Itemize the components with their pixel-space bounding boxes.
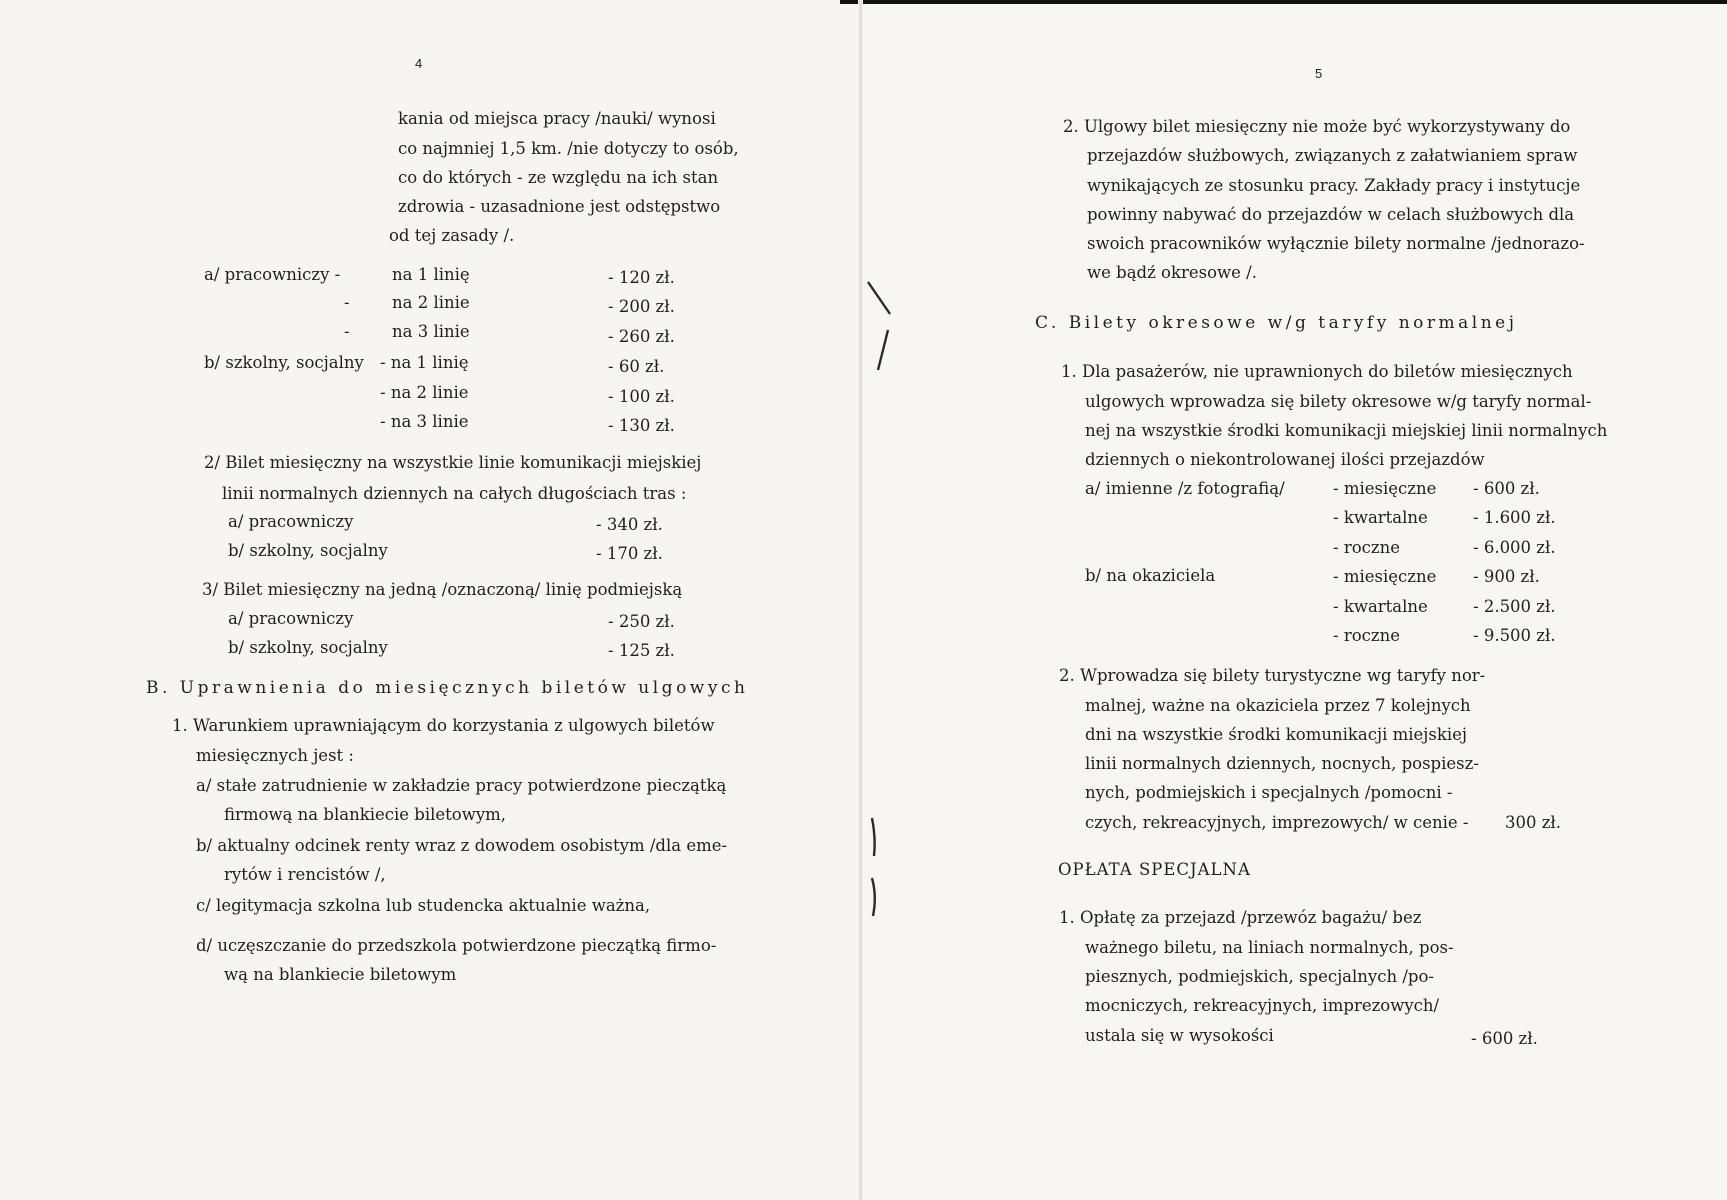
dash: - [344,293,350,312]
section-line: a/ stałe zatrudnienie w zakładzie pracy potwierdzone pieczątką [196,776,727,795]
item-line: nych, podmiejskich i specjalnych /pomocni - [1085,783,1453,802]
item-line: ważnego biletu, na liniach normalnych, pos- [1085,938,1454,957]
item-line: linii normalnych dziennych na całych długościach tras : [222,484,687,503]
fare-line: na 3 linie [392,322,470,341]
section-line: c/ legitymacja szkolna lub studencka aktualnie ważna, [196,896,651,915]
item-line: nej na wszystkie środki komunikacji miejskiej linii normalnych [1085,421,1608,440]
item-line: przejazdów służbowych, związanych z załatwianiem spraw [1087,146,1578,165]
section-line: wą na blankiecie biletowym [224,965,457,984]
fare-line: na 2 linie [392,293,470,312]
section-line: rytów i rencistów /, [224,865,386,884]
special-heading: OPŁATA SPECJALNA [1058,860,1251,879]
fare-label: a/ pracowniczy [228,512,354,531]
scan-edge [840,0,1727,4]
item-line: powinny nabywać do przejazdów w celach służbowych dla [1087,205,1575,224]
page-gutter [858,0,863,1200]
section-line: b/ aktualny odcinek renty wraz z dowodem osobistym /dla eme- [196,836,728,855]
section-line: firmową na blankiecie biletowym, [224,805,507,824]
category-label: b/ na okaziciela [1085,566,1216,585]
ticket-price: - 1.600 zł. [1473,508,1556,527]
tourist-price: 300 zł. [1505,813,1562,832]
item-line: 2/ Bilet miesięczny na wszystkie linie komunikacji miejskiej [204,453,702,472]
item-line: linii normalnych dziennych, nocnych, pospiesz- [1085,754,1479,773]
page-number: 4 [415,56,423,71]
ticket-price: - 9.500 zł. [1473,626,1556,645]
fare-line: na 1 linię [392,265,470,284]
item-line: dziennych o niekontrolowanej ilości przejazdów [1085,450,1485,469]
fare-price: - 260 zł. [608,327,675,346]
left-page [0,0,863,1200]
ticket-period: - miesięczne [1333,479,1437,498]
fare-line: - na 1 linię [380,353,469,372]
item-line: 1. Opłatę za przejazd /przewóz bagażu/ bez [1059,908,1422,927]
page-number: 5 [1315,66,1323,81]
item-line: dni na wszystkie środki komunikacji miejskiej [1085,725,1468,744]
special-price: - 600 zł. [1471,1029,1538,1048]
category-label: a/ imienne /z fotografią/ [1085,479,1285,498]
ticket-period: - roczne [1333,626,1400,645]
section-line: 1. Warunkiem uprawniającym do korzystania z ulgowych biletów [172,716,715,735]
item-line: wynikających ze stosunku pracy. Zakłady pracy i instytucje [1087,176,1581,195]
ticket-price: - 2.500 zł. [1473,597,1556,616]
ticket-price: - 6.000 zł. [1473,538,1556,557]
item-line: 2. Ulgowy bilet miesięczny nie może być wykorzystywany do [1063,117,1571,136]
fare-price: - 60 zł. [608,357,665,376]
section-line: miesięcznych jest : [196,746,354,765]
item-line: swoich pracowników wyłącznie bilety normalne /jednorazo- [1087,234,1585,253]
item-line: 3/ Bilet miesięczny na jedną /oznaczoną/ linię podmiejską [202,580,683,599]
fare-price: - 340 zł. [596,515,663,534]
fare-price: - 200 zł. [608,297,675,316]
fare-price: - 170 zł. [596,544,663,563]
dash: - [344,322,350,341]
intro-line: od tej zasady /. [389,226,515,245]
right-page [863,0,1727,1200]
fare-price: - 250 zł. [608,612,675,631]
fare-label: b/ szkolny, socjalny [228,638,388,657]
intro-line: co do których - ze względu na ich stan [398,168,719,187]
item-line: piesznych, podmiejskich, specjalnych /po- [1085,967,1434,986]
item-line: we bądź okresowe /. [1087,263,1257,282]
margin-mark-icon [862,810,892,920]
category-label: b/ szkolny, socjalny [204,353,364,372]
fare-label: a/ pracowniczy [228,609,354,628]
item-line: malnej, ważne na okaziciela przez 7 kolejnych [1085,696,1471,715]
item-line: 1. Dla pasażerów, nie uprawnionych do biletów miesięcznych [1061,362,1573,381]
margin-mark-icon [860,270,900,380]
item-line: czych, rekreacyjnych, imprezowych/ w cenie - [1085,813,1469,832]
intro-line: co najmniej 1,5 km. /nie dotyczy to osób, [398,139,739,158]
fare-price: - 100 zł. [608,387,675,406]
ticket-price: - 900 zł. [1473,567,1540,586]
section-line: d/ uczęszczanie do przedszkola potwierdzone pieczątką firmo- [196,936,717,955]
item-line: ulgowych wprowadza się bilety okresowe w/g taryfy normal- [1085,392,1592,411]
intro-line: kania od miejsca pracy /nauki/ wynosi [398,109,716,128]
fare-label: b/ szkolny, socjalny [228,541,388,560]
fare-price: - 130 zł. [608,416,675,435]
ticket-period: - roczne [1333,538,1400,557]
item-line: ustala się w wysokości [1085,1026,1274,1045]
fare-price: - 125 zł. [608,641,675,660]
fare-price: - 120 zł. [608,268,675,287]
ticket-period: - kwartalne [1333,508,1428,527]
ticket-period: - miesięczne [1333,567,1437,586]
fare-line: - na 3 linie [380,412,469,431]
section-heading: B. Uprawnienia do miesięcznych biletów ulgowych [146,678,749,698]
section-heading: C. Bilety okresowe w/g taryfy normalnej [1035,313,1518,333]
ticket-price: - 600 zł. [1473,479,1540,498]
ticket-period: - kwartalne [1333,597,1428,616]
item-line: mocniczych, rekreacyjnych, imprezowych/ [1085,996,1440,1015]
category-label: a/ pracowniczy - [204,265,341,284]
intro-line: zdrowia - uzasadnione jest odstępstwo [398,197,721,216]
fare-line: - na 2 linie [380,383,469,402]
item-line: 2. Wprowadza się bilety turystyczne wg taryfy nor- [1059,666,1486,685]
